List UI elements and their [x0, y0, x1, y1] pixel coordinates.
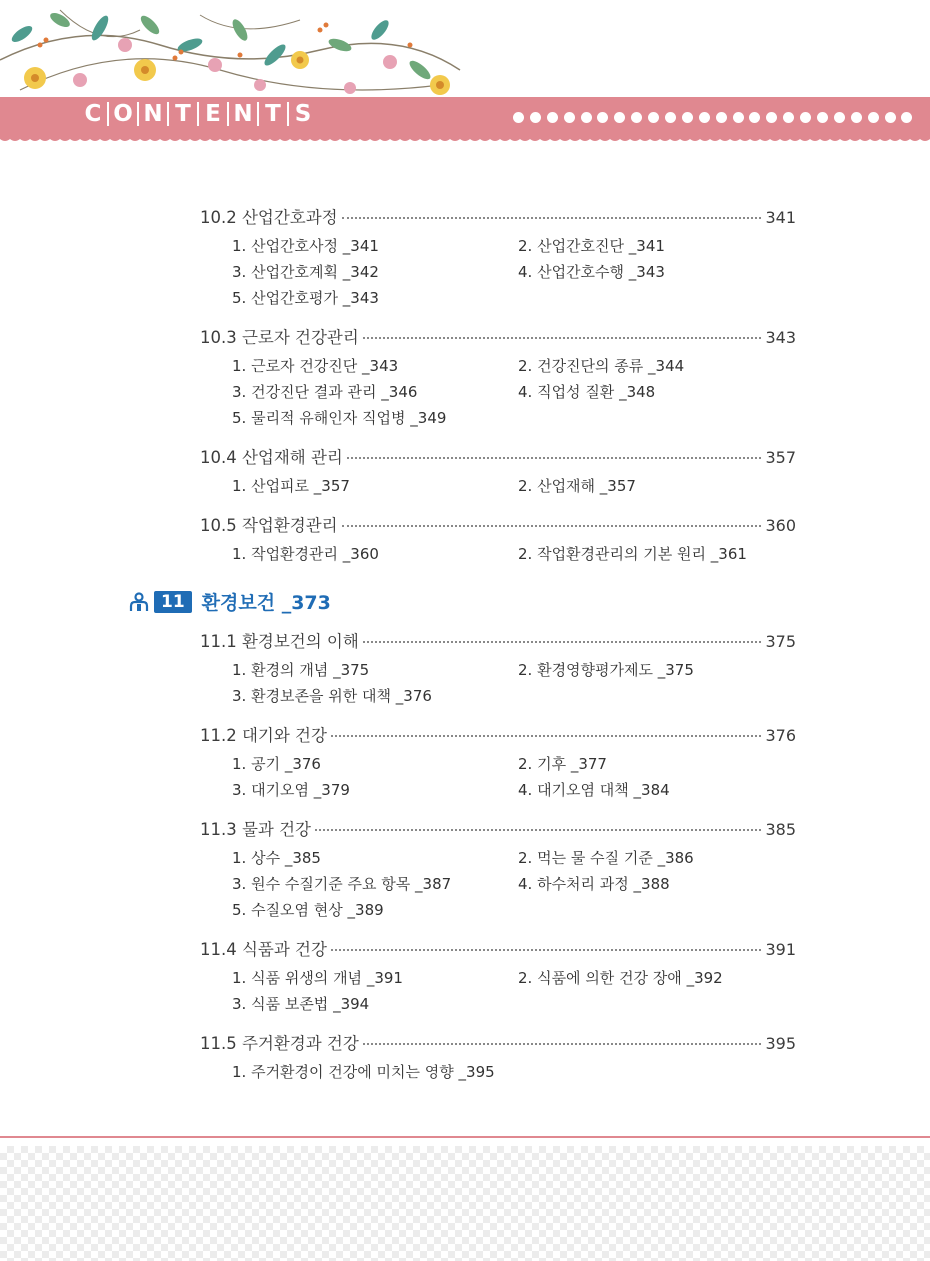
section-page: 360 — [765, 516, 796, 535]
toc-item[interactable]: 4. 산업간호수행 _343 — [518, 263, 665, 281]
toc-item[interactable]: 1. 환경의 개념 _375 — [232, 661, 370, 679]
title-letter: C — [84, 101, 102, 127]
section-title: 11.4 식품과 건강 — [200, 940, 327, 959]
toc-item[interactable]: 3. 대기오염 _379 — [232, 781, 350, 799]
section-title: 10.2 산업간호과정 — [200, 208, 338, 227]
section-page: 375 — [765, 632, 796, 651]
toc-item[interactable]: 4. 직업성 질환 _348 — [518, 383, 656, 401]
title-letter: T — [175, 101, 191, 127]
toc-item[interactable]: 1. 상수 _385 — [232, 849, 321, 867]
toc-item[interactable]: 4. 대기오염 대책 _384 — [518, 781, 670, 799]
toc-item[interactable]: 5. 수질오염 현상 _389 — [232, 901, 384, 919]
toc-item[interactable]: 1. 작업환경관리 _360 — [232, 545, 379, 563]
title-letter: N — [233, 101, 253, 127]
toc-section-heading[interactable] — [200, 512, 796, 536]
toc-item[interactable]: 3. 환경보존을 위한 대책 _376 — [232, 687, 432, 705]
toc-item[interactable]: 3. 원수 수질기준 주요 항목 _387 — [232, 875, 452, 893]
chapter-heading[interactable] — [128, 588, 331, 615]
section-title: 11.5 주거환경과 건강 — [200, 1034, 359, 1053]
title-letter: E — [205, 101, 221, 127]
section-title: 11.3 물과 건강 — [200, 820, 311, 839]
section-title: 11.2 대기와 건강 — [200, 726, 327, 745]
toc-section-heading[interactable] — [200, 1030, 796, 1054]
toc-item[interactable]: 1. 주거환경이 건강에 미치는 영향 _395 — [232, 1063, 495, 1081]
toc-item[interactable]: 1. 산업간호사정 _341 — [232, 237, 379, 255]
toc-section-heading[interactable] — [200, 324, 796, 348]
toc-section-heading[interactable] — [200, 204, 796, 228]
toc-item[interactable]: 1. 공기 _376 — [232, 755, 321, 773]
toc-item[interactable]: 2. 산업간호진단 _341 — [518, 237, 665, 255]
section-page: 341 — [765, 208, 796, 227]
chapter-title: 환경보건 _373 — [201, 592, 331, 614]
person-icon — [128, 591, 150, 613]
toc-item[interactable]: 1. 식품 위생의 개념 _391 — [232, 969, 403, 987]
title-letter: O — [113, 101, 133, 127]
title-letter: S — [294, 101, 312, 127]
toc-item[interactable]: 4. 하수처리 과정 _388 — [518, 875, 670, 893]
footer-pattern — [0, 1146, 930, 1261]
toc-item[interactable]: 2. 작업환경관리의 기본 원리 _361 — [518, 545, 747, 563]
floral-decoration — [0, 0, 470, 100]
toc-section-heading[interactable] — [200, 936, 796, 960]
toc-item[interactable]: 2. 환경영향평가제도 _375 — [518, 661, 694, 679]
section-title: 10.5 작업환경관리 — [200, 516, 338, 535]
toc-section-heading[interactable] — [200, 628, 796, 652]
toc-item[interactable]: 5. 물리적 유해인자 직업병 _349 — [232, 409, 447, 427]
banner-scallop-edge — [0, 135, 930, 143]
footer-divider — [0, 1136, 930, 1138]
chapter-number: 11 — [154, 591, 192, 613]
toc-item[interactable]: 2. 산업재해 _357 — [518, 477, 636, 495]
title-letter: T — [265, 101, 281, 127]
header — [0, 0, 930, 145]
section-title: 10.4 산업재해 관리 — [200, 448, 343, 467]
toc-item[interactable]: 2. 식품에 의한 건강 장애 _392 — [518, 969, 723, 987]
toc-item[interactable]: 1. 산업피로 _357 — [232, 477, 350, 495]
toc-item[interactable]: 2. 기후 _377 — [518, 755, 607, 773]
toc-section-heading[interactable] — [200, 722, 796, 746]
toc-section-heading[interactable] — [200, 816, 796, 840]
contents-title — [82, 101, 314, 127]
section-page: 391 — [765, 940, 796, 959]
banner-dots — [513, 112, 918, 123]
toc-section-heading[interactable] — [200, 444, 796, 468]
section-page: 395 — [765, 1034, 796, 1053]
toc-item[interactable]: 3. 건강진단 결과 관리 _346 — [232, 383, 418, 401]
toc-item[interactable]: 2. 먹는 물 수질 기준 _386 — [518, 849, 694, 867]
section-page: 376 — [765, 726, 796, 745]
toc-item[interactable]: 3. 식품 보존법 _394 — [232, 995, 370, 1013]
section-page: 357 — [765, 448, 796, 467]
section-page: 385 — [765, 820, 796, 839]
title-letter: N — [143, 101, 163, 127]
section-title: 10.3 근로자 건강관리 — [200, 328, 359, 347]
toc-item[interactable]: 2. 건강진단의 종류 _344 — [518, 357, 685, 375]
toc-item[interactable]: 1. 근로자 건강진단 _343 — [232, 357, 399, 375]
toc-item[interactable]: 5. 산업간호평가 _343 — [232, 289, 379, 307]
toc-item[interactable]: 3. 산업간호계획 _342 — [232, 263, 379, 281]
section-title: 11.1 환경보건의 이해 — [200, 632, 359, 651]
section-page: 343 — [765, 328, 796, 347]
